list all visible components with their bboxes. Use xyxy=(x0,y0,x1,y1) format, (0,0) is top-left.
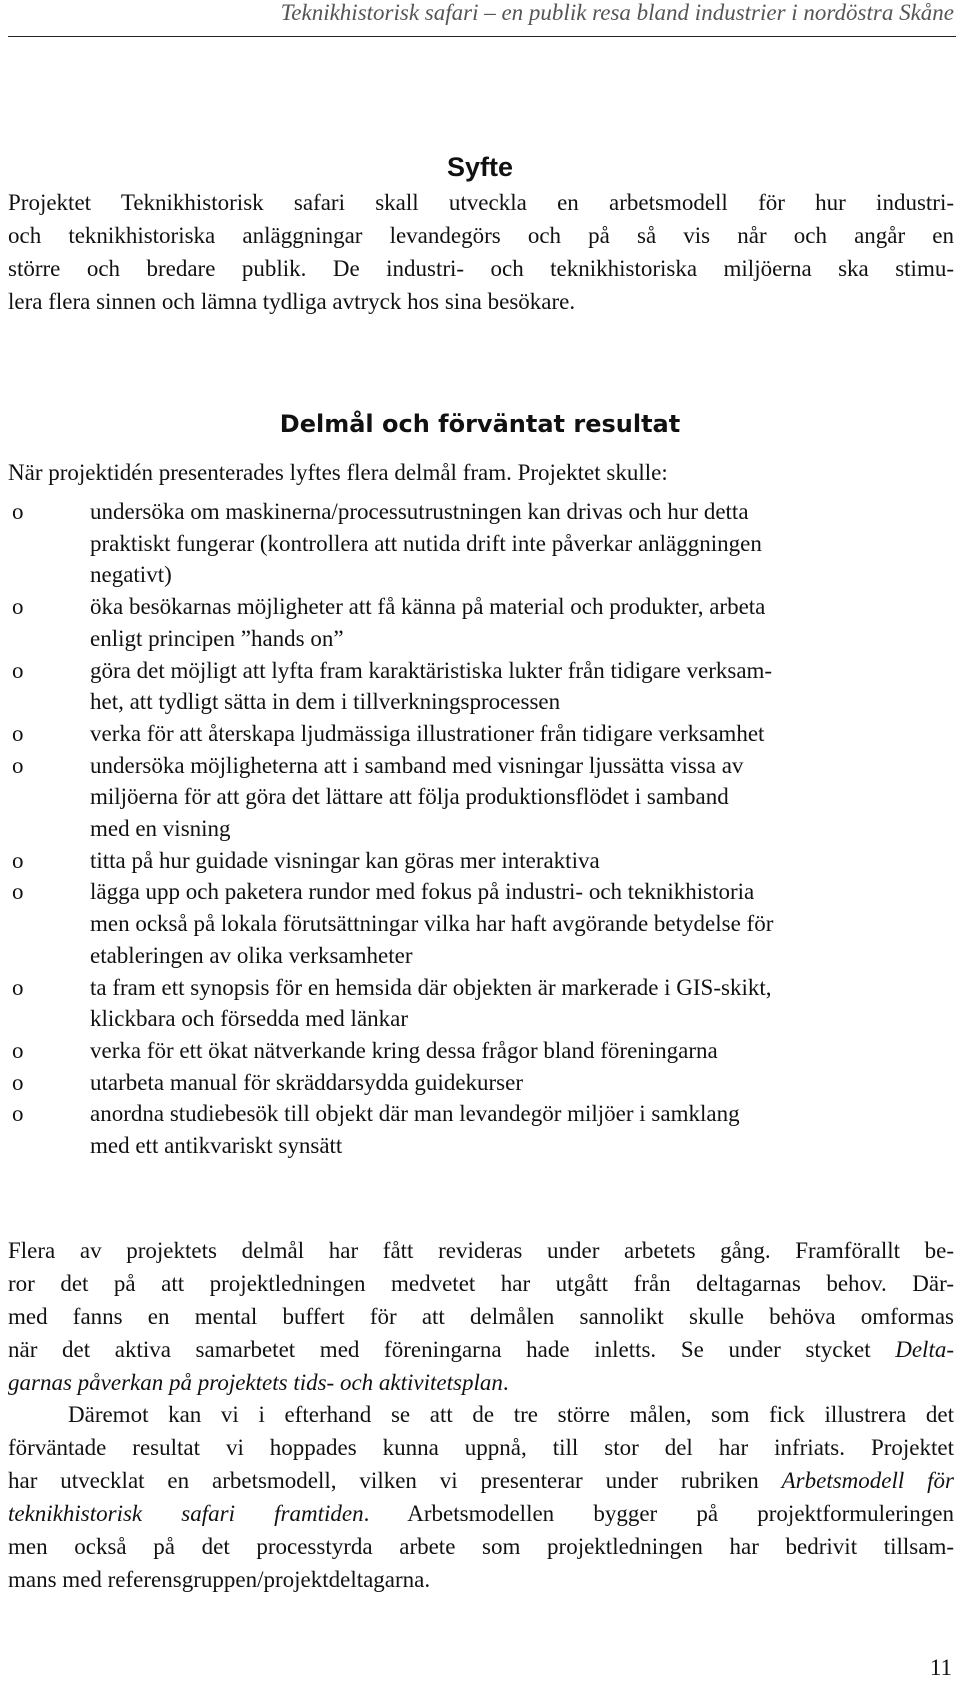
bullet-marker: o xyxy=(12,594,24,620)
syfte-line: Projektet Teknikhistorisk safari skall utveckla en arbetsmodell för hur industri- xyxy=(8,190,954,215)
delmal-bullet-list xyxy=(8,496,954,1162)
bullet-item xyxy=(8,972,954,1035)
paragraph-line: med fanns en mental buffert för att delmålen sannolikt skulle behöva omformas xyxy=(8,1304,954,1329)
bullet-marker: o xyxy=(12,1037,24,1063)
paragraph-line: mans med referensgruppen/projektdeltagarna. xyxy=(8,1567,431,1592)
bullet-marker: o xyxy=(12,657,24,683)
bullet-item xyxy=(8,496,954,591)
paragraph-line: Flera av projektets delmål har fått revideras under arbetets gång. Framförallt be- xyxy=(8,1238,954,1263)
syfte-line: och teknikhistoriska anläggningar levandegörs och på så vis når och angår en xyxy=(8,223,954,248)
bullet-line: men också på lokala förutsättningar vilka har haft avgörande betydelse för xyxy=(90,911,774,937)
bullet-marker: o xyxy=(12,499,24,524)
paragraph-line xyxy=(8,1464,954,1497)
bullet-line: etableringen av olika verksamheter xyxy=(90,942,413,968)
bullet-line: verka för att återskapa ljudmässiga illustrationer från tidigare verksamhet xyxy=(90,720,765,746)
paragraph-line xyxy=(8,1366,954,1399)
bullet-marker: o xyxy=(12,974,24,1000)
bullet-item xyxy=(8,845,954,877)
bullet-line: ta fram ett synopsis för en hemsida där objekten är markerade i GIS-skikt, xyxy=(90,974,772,1000)
section-reference: Delta- xyxy=(895,1337,954,1362)
bullet-item xyxy=(8,718,954,750)
bullet-line: negativt) xyxy=(90,562,172,588)
bullet-marker: o xyxy=(12,847,24,873)
paragraph-text: när det aktiva samarbetet med föreningarna hade inletts. Se under stycket xyxy=(8,1337,896,1362)
section-reference: Arbetsmodell för xyxy=(781,1468,954,1493)
bullet-item xyxy=(8,655,954,718)
bullet-item xyxy=(8,1035,954,1067)
revision-paragraph xyxy=(8,1234,954,1399)
bullet-line: praktiskt fungerar (kontrollera att nutida drift inte påverkar anläggningen xyxy=(90,530,762,556)
section-reference: garnas påverkan på projektets tids- och aktivitetsplan xyxy=(8,1370,503,1395)
bullet-line: verka för ett ökat nätverkande kring dessa frågor bland föreningarna xyxy=(90,1037,718,1063)
bullet-line: miljöerna för att göra det lättare att följa produktionsflödet i samband xyxy=(90,784,729,810)
bullet-marker: o xyxy=(12,1069,24,1095)
bullet-line: med ett antikvariskt synsätt xyxy=(90,1133,343,1159)
paragraph-text: . Arbetsmodellen bygger på projektformuleringen xyxy=(363,1501,954,1526)
page-number: 11 xyxy=(929,1655,952,1680)
results-paragraph xyxy=(8,1398,954,1596)
bullet-line: öka besökarnas möjligheter att få känna på material och produkter, arbeta xyxy=(90,594,766,620)
heading-syfte: Syfte xyxy=(446,152,514,182)
syfte-paragraph xyxy=(8,186,954,318)
bullet-item xyxy=(8,1067,954,1099)
paragraph-text: . xyxy=(502,1370,509,1395)
bullet-line: undersöka om maskinerna/processutrustningen kan drivas och hur detta xyxy=(90,499,749,524)
bullet-line: klickbara och försedda med länkar xyxy=(90,1006,409,1032)
running-header-title: Teknikhistorisk safari – en publik resa bland industrier i nordöstra Skåne xyxy=(280,0,954,25)
bullet-line: anordna studiebesök till objekt där man levandegör miljöer i samklang xyxy=(90,1101,740,1127)
bullet-line: undersöka möjligheterna att i samband med visningar ljussätta vissa av xyxy=(90,752,744,778)
bullet-marker: o xyxy=(12,1101,24,1127)
bullet-line: titta på hur guidade visningar kan göras mer interaktiva xyxy=(90,847,600,873)
bullet-marker: o xyxy=(12,879,24,905)
bullet-line: utarbeta manual för skräddarsydda guidekurser xyxy=(90,1069,524,1095)
bullet-item xyxy=(8,876,954,971)
syfte-line: större och bredare publik. De industri- och teknikhistoriska miljöerna ska stimu- xyxy=(8,256,954,281)
bullet-line: med en visning xyxy=(90,816,231,842)
paragraph-line: men också på det processtyrda arbete som projektledningen har bedrivit tillsam- xyxy=(8,1534,954,1559)
paragraph-line xyxy=(8,1497,954,1530)
running-header xyxy=(8,0,956,37)
bullet-item xyxy=(8,591,954,654)
bullet-line: enligt principen ”hands on” xyxy=(90,625,344,651)
paragraph-text: har utvecklat en arbetsmodell, vilken vi presenterar under rubriken xyxy=(8,1468,782,1493)
bullet-item xyxy=(8,750,954,845)
bullet-marker: o xyxy=(12,752,24,778)
paragraph-line xyxy=(8,1333,954,1366)
bullet-marker: o xyxy=(12,720,24,746)
bullet-line: göra det möjligt att lyfta fram karaktäristiska lukter från tidigare verksam- xyxy=(90,657,773,683)
bullet-line: lägga upp och paketera rundor med fokus på industri- och teknikhistoria xyxy=(90,879,755,905)
paragraph-line: ror det på att projektledningen medvetet har utgått från deltagarnas behov. Där- xyxy=(8,1271,954,1296)
section-reference: teknikhistorisk safari framtiden xyxy=(8,1501,364,1526)
bullet-item xyxy=(8,1098,954,1161)
paragraph-line: Däremot kan vi i efterhand se att de tre större målen, som fick illustrera det xyxy=(68,1402,954,1427)
heading-delmal: Delmål och förväntat resultat xyxy=(279,410,681,438)
syfte-line: lera flera sinnen och lämna tydliga avtryck hos sina besökare. xyxy=(8,289,576,314)
delmal-intro xyxy=(8,456,954,489)
paragraph-line: förväntade resultat vi hoppades kunna uppnå, till stor del har infriats. Projektet xyxy=(8,1435,954,1460)
bullet-line: het, att tydligt sätta in dem i tillverkningsprocessen xyxy=(90,689,561,715)
delmal-intro-text: När projektidén presenterades lyftes flera delmål fram. Projektet skulle: xyxy=(8,460,668,485)
